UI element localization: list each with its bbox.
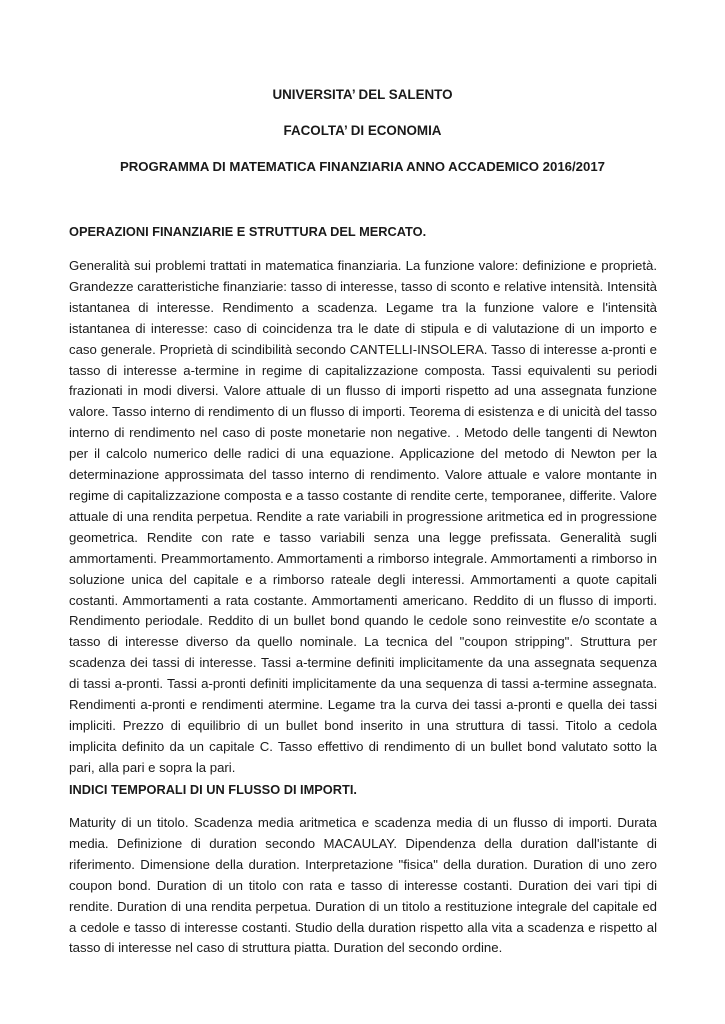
section-body-indici: Maturity di un titolo. Scadenza media aritmetica e scadenza media di un flusso di importi. Durata media. Definizione di duration secondo MACAULAY. Dipendenza della duration dall'istante di riferimento. Dimensione della duration. Interpretazione "fisica" della duration. Duration di uno zero coupon bond. Duration di un titolo con rata e tasso di interesse costanti. Duration dei vari tipi di rendite. Duration di una rendita perpetua. Duration di un titolo a restituzione integrale del capitale ed a cedole e tasso di interesse costanti. Studio della duration rispetto alla vita a scadenza e rispetto al tasso di interesse nel caso di struttura piatta. Duration del secondo ordine. bbox=[69, 815, 657, 956]
university-heading: UNIVERSITA’ DEL SALENTO bbox=[272, 87, 453, 102]
program-title: PROGRAMMA DI MATEMATICA FINANZIARIA ANNO ACCADEMICO 2016/2017 bbox=[119, 159, 606, 174]
faculty-heading: FACOLTA’ DI ECONOMIA bbox=[283, 123, 442, 138]
section-title-operazioni: OPERAZIONI FINANZIARIE E STRUTTURA DEL MERCATO. bbox=[69, 224, 427, 239]
section-body-operazioni: Generalità sui problemi trattati in matematica finanziaria. La funzione valore: definizione e proprietà. Grandezze caratteristiche finanziarie: tasso di interesse, tasso di sconto e relative intensità. Intensità istantanea di interesse. Rendimento a scadenza. Legame tra la funzione valore e l'intensità istantanea di interesse: caso di coincidenza tra le date di stipula e di valutazione di un importo e caso generale. Proprietà di scindibilità secondo CANTELLI-INSOLERA. Tasso di interesse a-pronti e tasso di interesse a-termine in regime di capitalizzazione composta. Tassi equivalenti su periodi frazionati in modi diversi. Valore attuale di un flusso di importi rispetto ad una assegnata funzione valore. Tasso interno di rendimento di un flusso di importi. Teorema di esistenza e di unicità del tasso interno di rendimento nel caso di poste monetarie non negative. . Metodo delle tangenti di Newton per il calcolo numerico delle radici di una equazione. Applicazione del metodo di Newton per la determinazione approssimata del tasso interno di rendimento. Valore attuale e valore montante in regime di capitalizzazione composta e a tasso costante di rendite certe, temporanee, differite. Valore attuale di una rendita perpetua. Rendite a rate variabili in progressione aritmetica ed in progressione geometrica. Rendite con rate e tasso variabili senza una legge prefissata. Generalità sugli ammortamenti. Preammortamento. Ammortamenti a rimborso integrale. Ammortamenti a rimborso in soluzione unica del capitale e a rimborso rateale degli interessi. Ammortamenti a quote capitali costanti. Ammortamenti a rata costante. Ammortamenti americano. Reddito di un flusso di importi. Rendimento periodale. Reddito di un bullet bond quando le cedole sono reinvestite e/o scontate a tasso di interesse diverso da quello nominale. La tecnica del "coupon stripping". Struttura per scadenza dei tassi di interesse. Tassi a-termine definiti implicitamente da una assegnata sequenza di tassi a-pronti. Tassi a-pronti definiti implicitamente da una sequenza di tassi a-termine assegnata. Rendimenti a-pronti e rendimenti atermine. Legame tra la curva dei tassi a-pronti e quella dei tassi impliciti. Prezzo di equilibrio di un bullet bond inserito in una struttura di tassi. Titolo a cedola implicita definito da un capitale C. Tasso effettivo di rendimento di un bullet bond valutato sotto la pari, alla pari e sopra la pari. bbox=[69, 258, 657, 775]
section-title-indici: INDICI TEMPORALI DI UN FLUSSO DI IMPORTI. bbox=[69, 782, 357, 797]
